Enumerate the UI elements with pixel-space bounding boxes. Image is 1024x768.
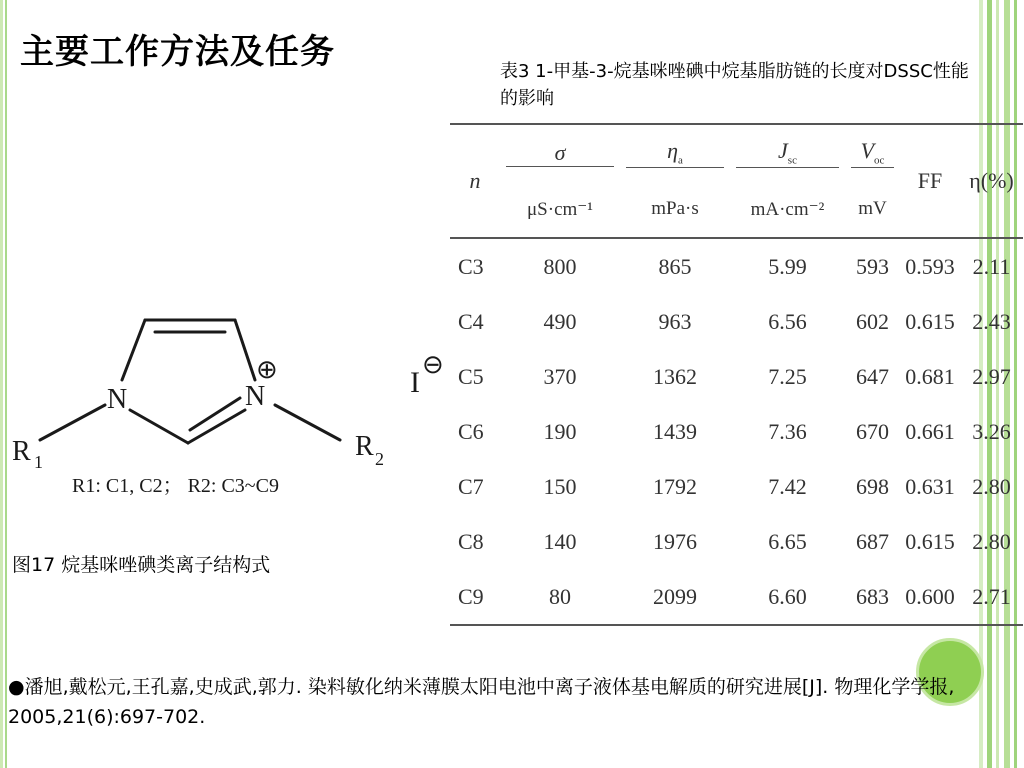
imidazolium-structure	[0, 300, 460, 510]
cell-eta: 2.80	[972, 528, 1011, 554]
plus-charge: ⊕	[256, 355, 278, 384]
cell-ff: 0.615	[905, 528, 955, 554]
cell-eta-a: 1792	[653, 473, 697, 499]
cell-eta-a: 1976	[653, 528, 697, 554]
cell-n: C8	[458, 528, 484, 554]
cell-sigma: 370	[543, 363, 577, 389]
figure-caption: 图17 烷基咪唑碘类离子结构式	[12, 554, 271, 576]
cell-ff: 0.600	[905, 583, 955, 609]
header-jsc: $J_{sc}$	[730, 124, 845, 181]
bond-n1-r1	[40, 405, 105, 440]
bond-c4-n3	[235, 320, 255, 380]
cell-eta: 2.97	[972, 363, 1011, 389]
cell-ff: 0.681	[905, 363, 955, 389]
cell-eta: 2.11	[972, 253, 1011, 279]
unit-sigma: μS·cm⁻¹	[526, 198, 594, 220]
table-row	[450, 459, 1023, 514]
header-sigma: σ	[500, 124, 620, 181]
reference-citation: ●潘旭,戴松元,王孔嘉,史成武,郭力. 染料敏化纳米薄膜太阳电池中离子液体基电解质的研究进展[J]. 物理化学学报, 2005,21(6):697-702.	[8, 676, 955, 728]
cell-n: C5	[458, 363, 484, 389]
cell-eta-a: 963	[658, 308, 692, 334]
cell-n: C6	[458, 418, 484, 444]
cell-sigma: 190	[543, 418, 577, 444]
cell-ff: 0.593	[905, 253, 955, 279]
table-row	[450, 404, 1023, 459]
cell-jsc: 6.65	[768, 528, 807, 554]
header-voc: $V_{oc}$	[845, 124, 900, 181]
header-eta-a: $\eta_a$	[620, 124, 730, 181]
cell-eta-a: 1362	[653, 363, 697, 389]
substituent-legend: R1: C1, C2； R2: C3~C9	[72, 475, 279, 497]
cell-sigma: 800	[543, 253, 577, 279]
cell-voc: 683	[856, 583, 889, 609]
header-divider	[506, 166, 614, 167]
bond-c5-n1	[122, 320, 145, 380]
cell-jsc: 7.25	[768, 363, 807, 389]
cell-sigma: 80	[549, 583, 571, 609]
header-n: n	[469, 168, 481, 193]
cell-jsc: 7.42	[768, 473, 807, 499]
table-row	[450, 294, 1023, 349]
cell-sigma: 140	[543, 528, 577, 554]
cell-voc: 670	[856, 418, 889, 444]
cell-ff: 0.661	[905, 418, 955, 444]
cell-n: C7	[458, 473, 484, 499]
bond-n1-c2	[130, 410, 188, 443]
table-row	[450, 514, 1023, 569]
cell-eta: 2.43	[972, 308, 1011, 334]
table-header-row	[450, 124, 1023, 181]
cell-eta-a: 865	[658, 253, 692, 279]
cell-jsc: 7.36	[768, 418, 807, 444]
cell-jsc: 6.56	[768, 308, 807, 334]
header-ff: FF	[917, 168, 943, 193]
r2-subscript: 2	[375, 449, 384, 469]
dssc-performance-table	[450, 123, 1023, 626]
bond-c2-n3-double	[190, 398, 240, 430]
r1-label: R	[12, 436, 31, 467]
cell-jsc: 6.60	[768, 583, 807, 609]
table-row	[450, 349, 1023, 404]
r2-label: R	[355, 431, 374, 462]
cell-eta-a: 2099	[653, 583, 697, 609]
atom-n3: N	[245, 381, 266, 412]
cell-voc: 593	[856, 253, 889, 279]
cell-voc: 698	[856, 473, 889, 499]
cell-ff: 0.631	[905, 473, 955, 499]
cell-eta: 3.26	[972, 418, 1011, 444]
cell-voc: 687	[856, 528, 889, 554]
cell-voc: 647	[856, 363, 889, 389]
cell-n: C9	[458, 583, 484, 609]
unit-eta-a: mPa·s	[651, 198, 699, 219]
table-caption: 表3 1-甲基-3-烷基咪唑碘中烷基脂肪链的长度对DSSC性能的影响	[500, 61, 969, 109]
slide-title: 主要工作方法及任务	[20, 32, 335, 72]
cell-sigma: 490	[543, 308, 577, 334]
r1-subscript: 1	[34, 452, 43, 472]
iodide: I	[410, 366, 420, 399]
cell-ff: 0.615	[905, 308, 955, 334]
table-row	[450, 238, 1023, 294]
unit-voc: mV	[858, 198, 887, 219]
cell-n: C4	[458, 308, 484, 334]
cell-n: C3	[458, 253, 484, 279]
cell-eta-a: 1439	[653, 418, 697, 444]
header-divider	[736, 167, 839, 168]
unit-jsc: mA·cm⁻²	[750, 198, 825, 220]
header-divider	[851, 167, 894, 168]
minus-charge: ⊖	[422, 350, 444, 379]
cell-voc: 602	[856, 308, 889, 334]
header-eta: η(%)	[969, 168, 1014, 193]
header-divider	[626, 167, 724, 168]
cell-eta: 2.80	[972, 473, 1011, 499]
atom-n1: N	[107, 384, 128, 415]
cell-jsc: 5.99	[768, 253, 807, 279]
cell-sigma: 150	[543, 473, 577, 499]
cell-eta: 2.71	[972, 583, 1011, 609]
bond-n3-r2	[275, 405, 340, 440]
table-row	[450, 569, 1023, 625]
